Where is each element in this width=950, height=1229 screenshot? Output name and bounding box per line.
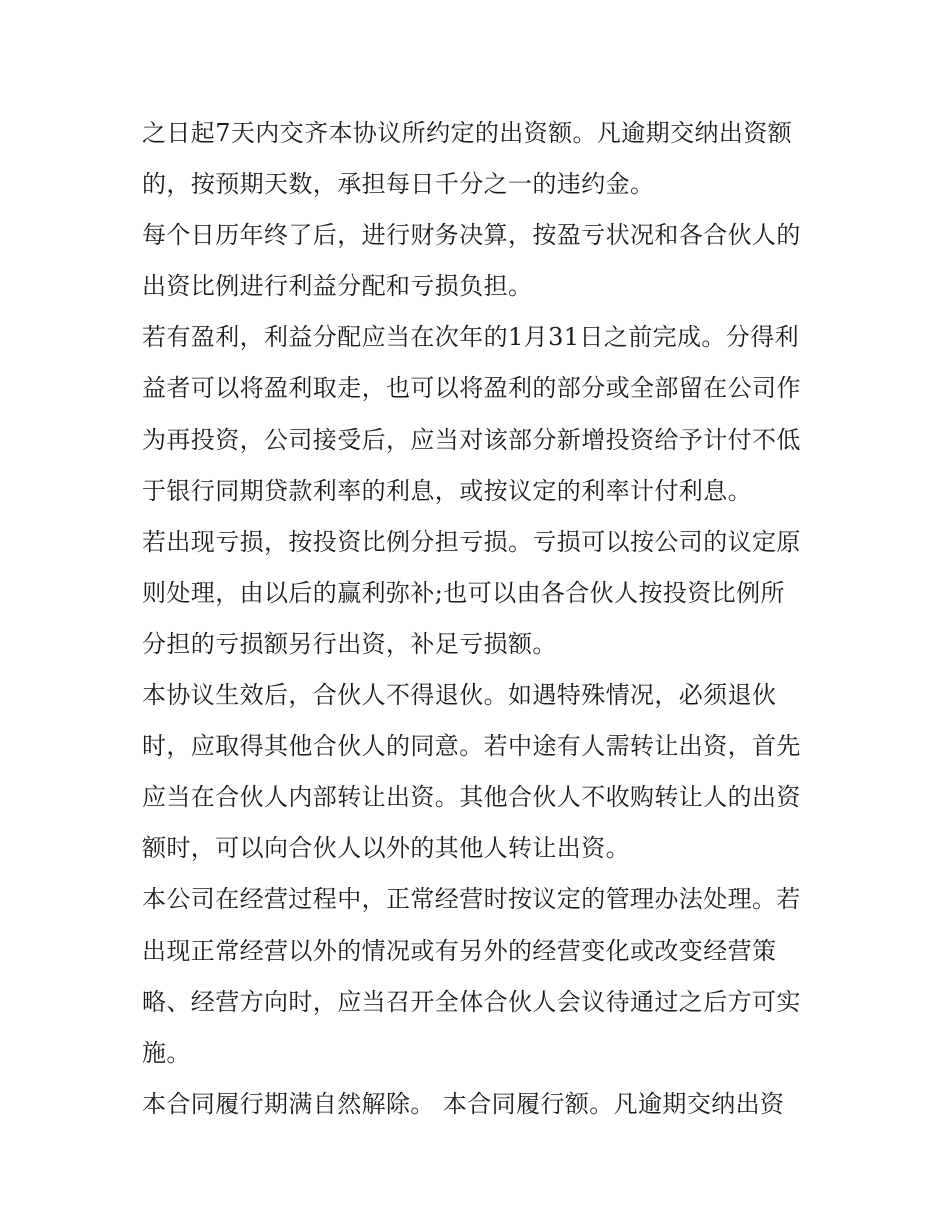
text-line: 额时，可以向合伙人以外的其他人转让出资。: [142, 834, 630, 863]
text-line: 则处理，由以后的赢利弥补;也可以由各合伙人按投资比例所: [142, 578, 785, 607]
text-line: 的，按预期天数，承担每日千分之一的违约金。: [142, 170, 655, 199]
text-line: 于银行同期贷款利率的利息，或按议定的利率计付利息。: [142, 476, 752, 505]
text-line: 若有盈利，利益分配应当在次年的1月31日之前完成。分得利: [142, 323, 800, 352]
text-line: 之日起7天内交齐本协议所约定的出资额。凡逾期交纳出资额: [142, 119, 793, 147]
text-line: 本合同履行期满自然解除。 本合同履行额。凡逾期交纳出资: [142, 1089, 785, 1118]
text-line: 应当在合伙人内部转让出资。其他合伙人不收购转让人的出资: [142, 783, 801, 812]
text-line: 若出现亏损，按投资比例分担亏损。亏损可以按公司的议定原: [142, 527, 801, 556]
document-body: [142, 108, 822, 1130]
text-line: 每个日历年终了后，进行财务决算，按盈亏状况和各合伙人的: [142, 221, 801, 250]
text-line: 略、经营方向时，应当召开全体合伙人会议待通过之后方可实: [142, 987, 801, 1016]
text-line: 分担的亏损额另行出资，补足亏损额。: [142, 629, 557, 658]
text-line: 益者可以将盈利取走，也可以将盈利的部分或全部留在公司作: [142, 374, 801, 403]
text-line: 为再投资，公司接受后，应当对该部分新增投资给予计付不低: [142, 425, 801, 454]
text-line: 出现正常经营以外的情况或有另外的经营变化或改变经营策: [142, 936, 777, 965]
text-line: 本协议生效后，合伙人不得退伙。如遇特殊情况，必须退伙: [142, 681, 777, 710]
text-line: 施。: [142, 1038, 191, 1067]
text-line: 时，应取得其他合伙人的同意。若中途有人需转让出资，首先: [142, 732, 801, 761]
text-line: 本公司在经营过程中，正常经营时按议定的管理办法处理。若: [142, 885, 801, 914]
text-line: 出资比例进行利益分配和亏损负担。: [142, 272, 533, 301]
